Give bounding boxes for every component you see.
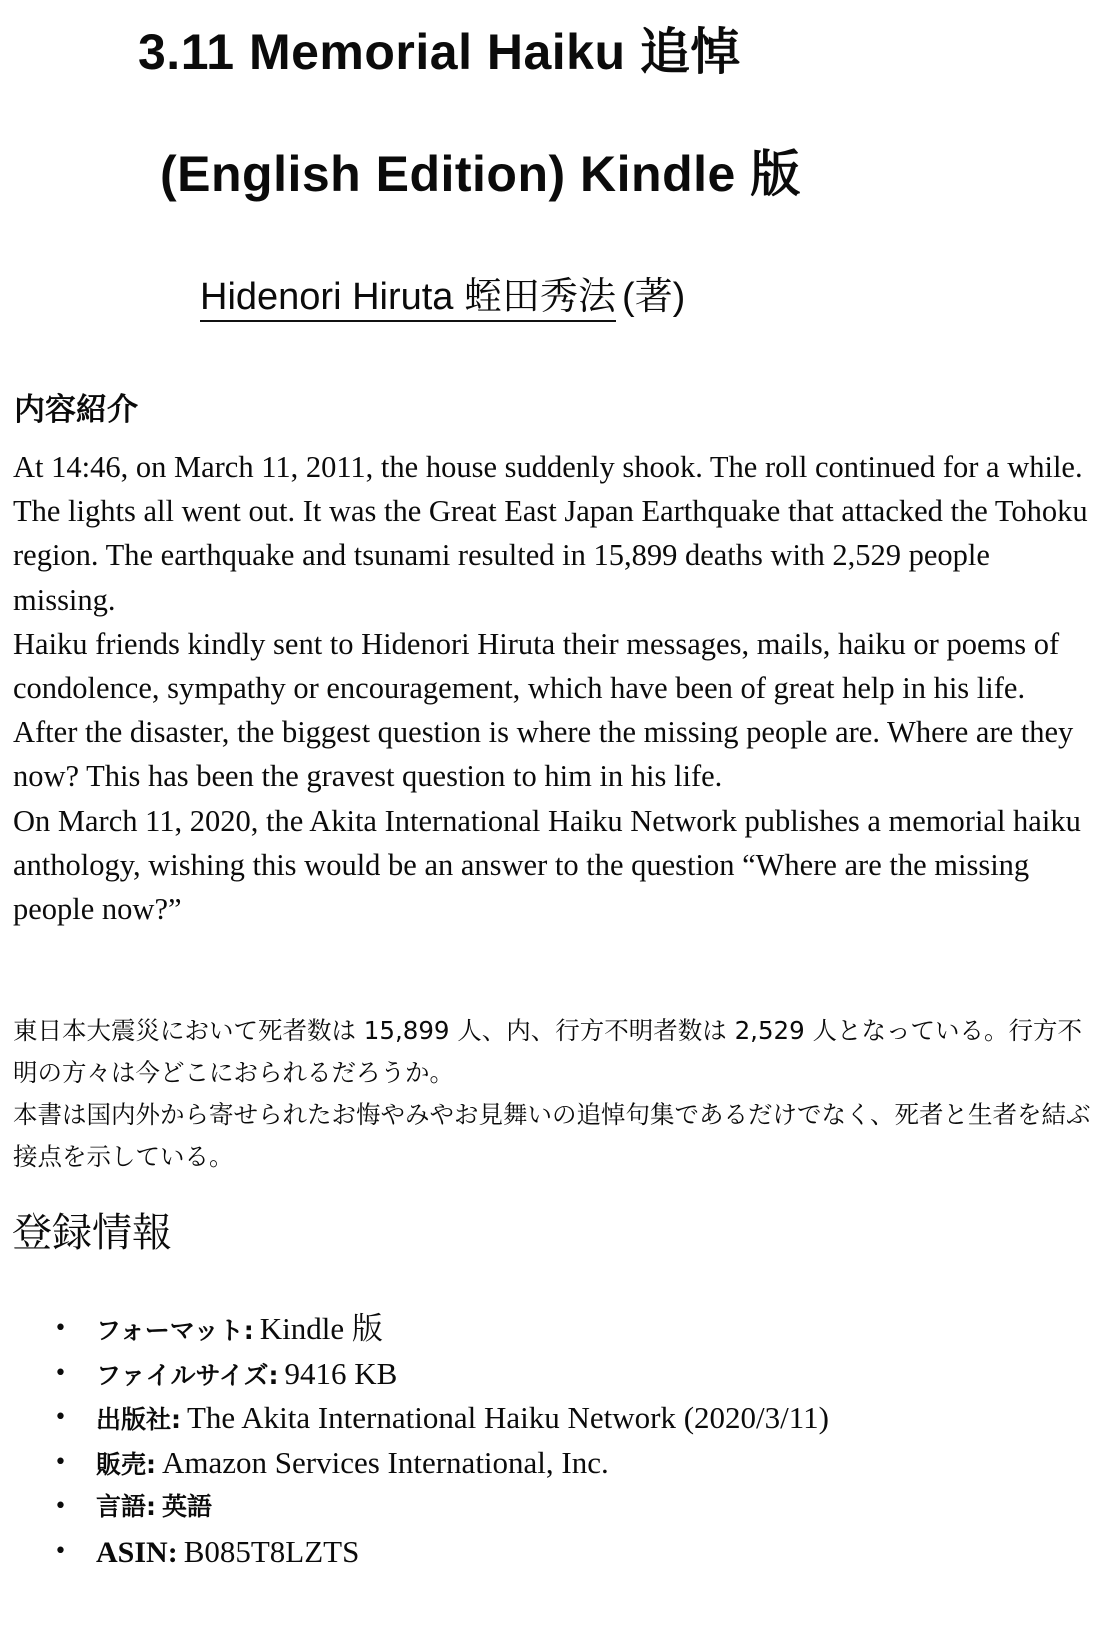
registration-list	[0, 1307, 1090, 1574]
bullet-icon: •	[54, 1449, 67, 1475]
list-item	[0, 1530, 1090, 1575]
author-line	[200, 265, 685, 320]
registration-value: 9416 KB	[284, 1355, 398, 1391]
description-japanese	[13, 1010, 1098, 1178]
description-english	[13, 445, 1098, 931]
registration-value: 英語	[162, 1492, 213, 1521]
list-item	[0, 1307, 1090, 1352]
list-item	[0, 1485, 1090, 1530]
registration-value: B085T8LZTS	[183, 1533, 360, 1569]
list-item	[0, 1396, 1090, 1441]
registration-key: フォーマット:	[96, 1316, 254, 1345]
registration-heading: 登録情報	[12, 1210, 172, 1256]
registration-key: ファイルサイズ:	[96, 1360, 279, 1390]
list-item	[0, 1352, 1090, 1397]
registration-value: The Akita International Haiku Network (2020/3/11)	[187, 1400, 829, 1435]
description-heading: 内容紹介	[14, 392, 138, 428]
registration-key: ASIN:	[96, 1535, 178, 1569]
author-role: (著)	[622, 276, 686, 318]
registration-key: 出版社:	[96, 1405, 181, 1434]
description-paragraph: On March 11, 2020, the Akita International Haiku Network publishes a memorial haiku anthology, wishing this would be an answer to the question “Where are the missing people now?”	[13, 803, 1081, 927]
list-item	[0, 1441, 1090, 1486]
registration-value: Kindle 版	[259, 1311, 383, 1346]
registration-value: Amazon Services International, Inc.	[162, 1444, 609, 1480]
book-title-line-1: 3.11 Memorial Haiku 追悼	[138, 24, 741, 80]
description-jp-paragraph: 東日本大震災において死者数は 15,899 人、内、行方不明者数は 2,529 人となっている。行方不明の方々は今どこにおられるだろうか。	[13, 1016, 1083, 1087]
description-paragraph: Haiku friends kindly sent to Hidenori Hiruta their messages, mails, haiku or poems of condolence, sympathy or encouragement, which have been of great help in his life.	[13, 626, 1060, 706]
bullet-icon: •	[54, 1360, 67, 1386]
bullet-icon: •	[54, 1538, 67, 1564]
registration-key: 言語:	[96, 1492, 156, 1521]
description-paragraph: At 14:46, on March 11, 2011, the house suddenly shook. The roll continued for a while. The lights all went out. It was the Great East Japan Earthquake that attacked the Tohoku region. The earthquake and tsunami resulted in 15,899 deaths with 2,529 people missing.	[13, 450, 1088, 617]
description-paragraph: After the disaster, the biggest question is where the missing people are. Where are they now? This has been the gravest question to him in his life.	[13, 715, 1074, 794]
bullet-icon: •	[54, 1494, 67, 1519]
bullet-icon: •	[54, 1316, 67, 1341]
book-title-line-2: (English Edition) Kindle 版	[160, 146, 801, 202]
registration-key: 販売:	[96, 1449, 156, 1479]
author-name: Hidenori Hiruta 蛭田秀法	[200, 276, 616, 322]
description-jp-paragraph: 本書は国内外から寄せられたお悔やみやお見舞いの追悼句集であるだけでなく、死者と生者を結ぶ接点を示している。	[13, 1100, 1091, 1171]
bullet-icon: •	[54, 1405, 67, 1430]
